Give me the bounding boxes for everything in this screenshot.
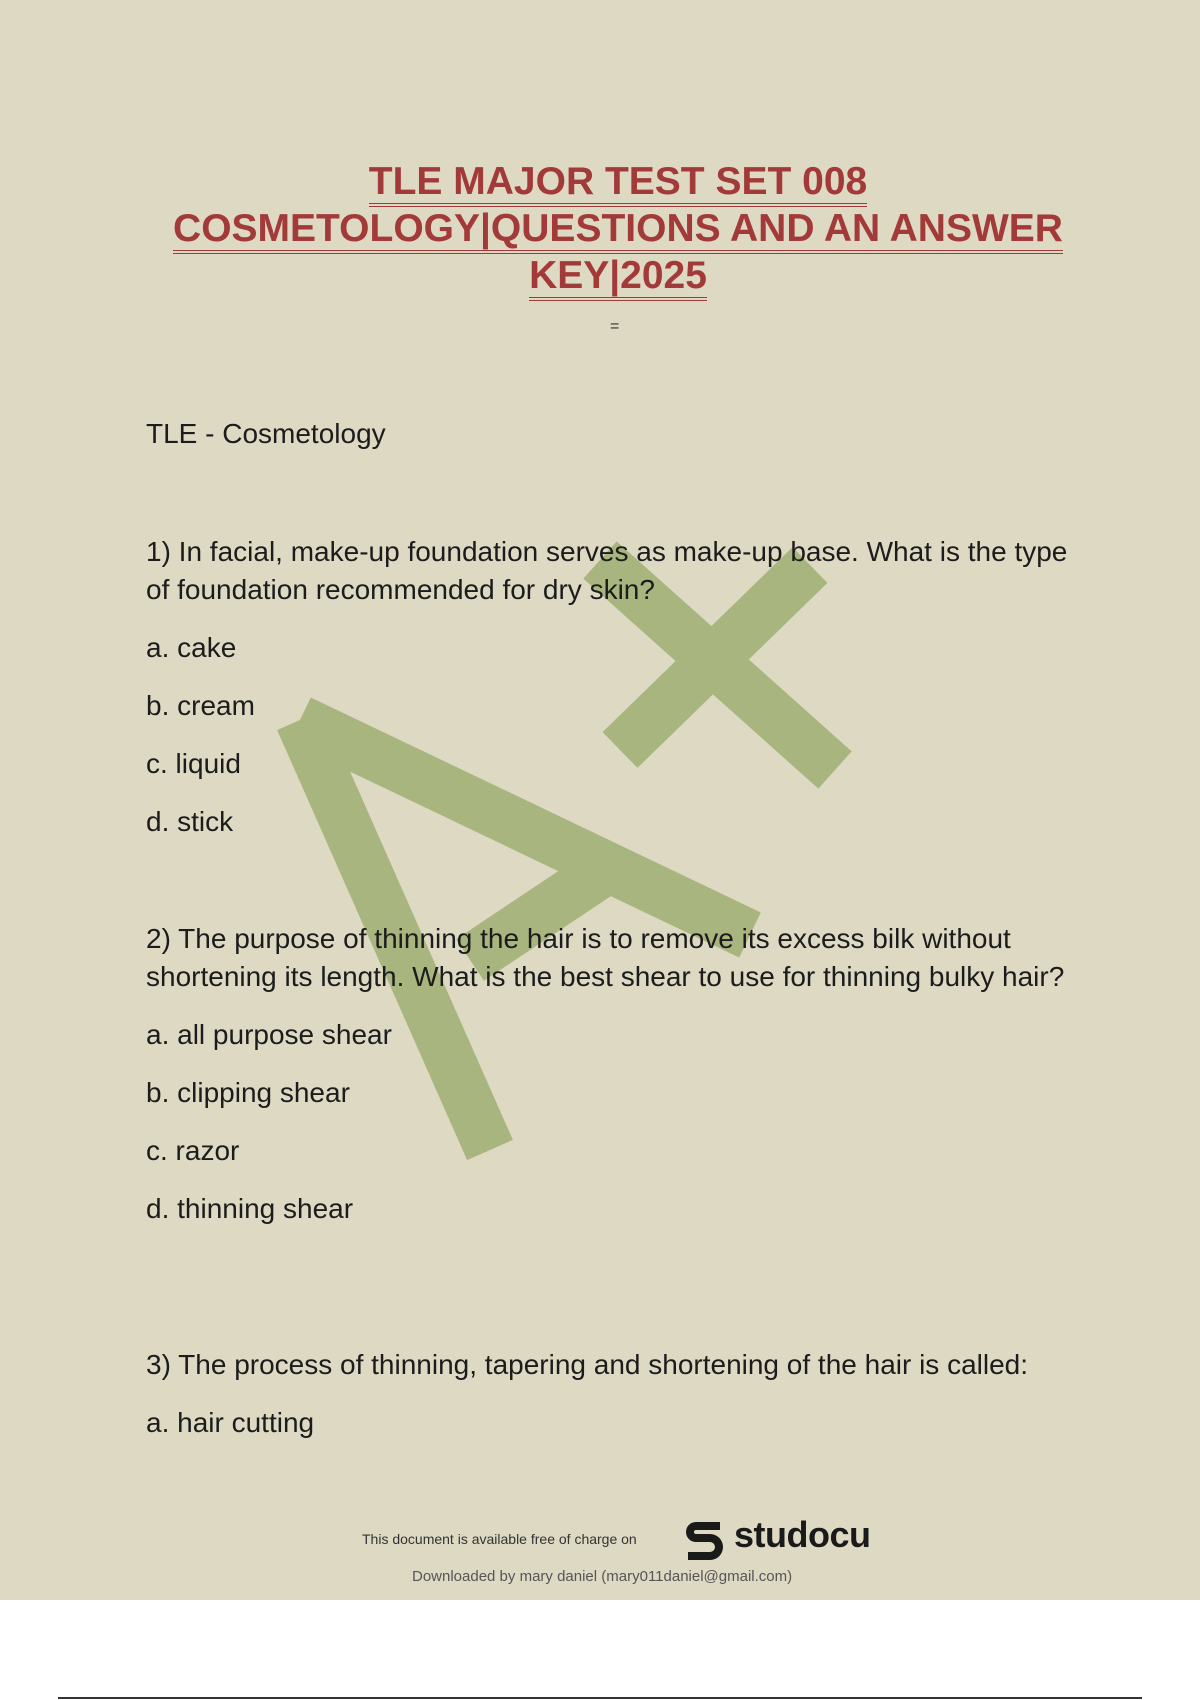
question-text: 2) The purpose of thinning the hair is to remove its excess bilk without shortening its length. What is the best shear to use for thinning bulky hair? [146,923,1065,992]
studocu-brand-link[interactable]: studocu [734,1514,871,1555]
option: b. clipping shear [146,1077,350,1108]
option: b. cream [146,690,255,721]
option: d. thinning shear [146,1193,354,1224]
document-title [100,158,1136,299]
question-text: 1) In facial, make-up foundation serves as make-up base. What is the type of foundation recommended for dry skin? [146,536,1068,605]
option: a. hair cutting [146,1407,315,1438]
subject-heading: TLE - Cosmetology [146,418,386,449]
small-mark: = [610,318,620,335]
title-line-1: TLE MAJOR TEST SET 008 [369,160,867,207]
studocu-logo-icon[interactable] [680,1516,728,1564]
option: a. cake [146,632,237,663]
option: a. all purpose shear [146,1019,392,1050]
question-1 [146,533,1096,841]
option: d. stick [146,806,234,837]
question-3 [146,1346,1096,1442]
title-line-3: KEY|2025 [529,254,707,301]
bottom-divider [58,1697,1142,1699]
downloaded-by-text: Downloaded by mary daniel (mary011daniel@gmail.com) [412,1568,793,1585]
option: c. liquid [146,748,241,779]
question-2 [146,920,1096,1228]
question-text: 3) The process of thinning, tapering and shortening of the hair is called: [146,1349,1029,1380]
title-line-2: COSMETOLOGY|QUESTIONS AND AN ANSWER [173,207,1063,254]
footer-available-text: This document is available free of charge on [362,1531,637,1547]
option: c. razor [146,1135,240,1166]
